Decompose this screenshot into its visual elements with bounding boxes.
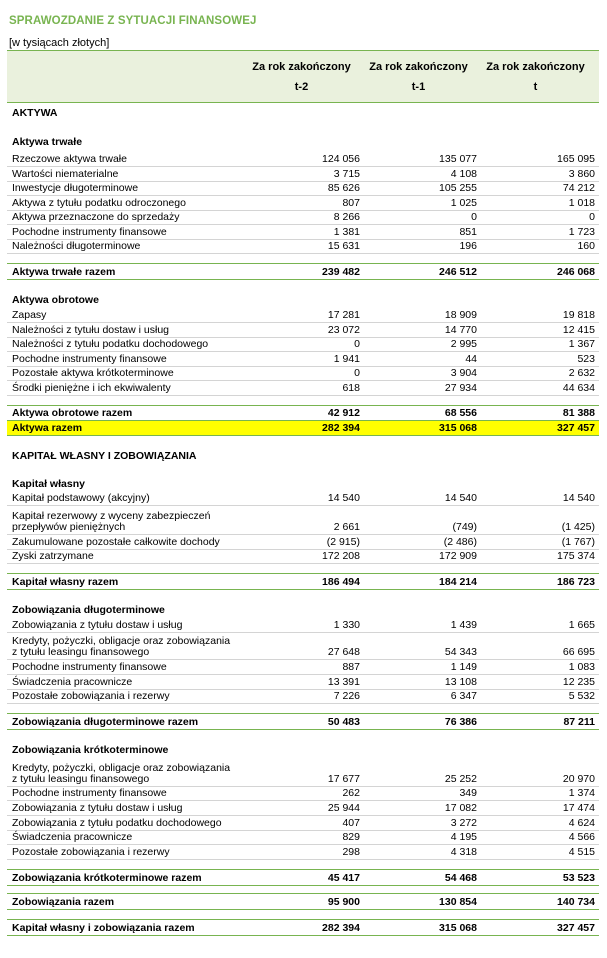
row-label: Aktywa przeznaczone do sprzedaży <box>12 211 180 223</box>
value-cell: 27 648 <box>327 646 360 658</box>
row-label: Zobowiązania razem <box>12 896 115 908</box>
column-header-label: Za rok zakończony <box>369 61 468 73</box>
row-label: Pochodne instrumenty finansowe <box>12 787 167 799</box>
value-cell: 17 082 <box>444 802 477 814</box>
value-cell: 282 394 <box>322 922 360 934</box>
total-row <box>7 573 599 590</box>
value-cell: 3 272 <box>450 817 477 829</box>
value-cell: 15 631 <box>327 240 360 252</box>
value-cell: 23 072 <box>327 324 360 336</box>
row-label: Pochodne instrumenty finansowe <box>12 661 167 673</box>
value-cell: 19 818 <box>562 309 595 321</box>
row-label: Pozostałe zobowiązania i rezerwy <box>12 690 170 702</box>
value-cell: 4 108 <box>450 168 477 180</box>
table-row <box>7 757 599 787</box>
row-label: Aktywa trwałe razem <box>12 266 116 278</box>
table-row <box>7 506 599 535</box>
row-label-line: z tytułu leasingu finansowego <box>12 773 150 785</box>
value-cell: 135 077 <box>439 153 477 165</box>
value-cell: 14 540 <box>444 492 477 504</box>
unit-note: [w tysiącach złotych] <box>9 37 110 49</box>
value-cell: 2 661 <box>333 521 360 533</box>
value-cell: 3 904 <box>450 367 477 379</box>
row-label: Zobowiązania krótkoterminowe razem <box>12 872 202 884</box>
value-cell: 196 <box>459 240 477 252</box>
value-cell: 184 214 <box>439 576 477 588</box>
value-cell: 74 212 <box>562 182 595 194</box>
value-cell: 50 483 <box>327 716 360 728</box>
total-row <box>7 869 599 886</box>
row-label: Aktywa z tytułu podatku odroczonego <box>12 197 186 209</box>
column-header-period: t-2 <box>294 81 309 93</box>
value-cell: 523 <box>577 353 595 365</box>
table-row <box>7 689 599 704</box>
value-cell: 165 095 <box>557 153 595 165</box>
value-cell: 186 723 <box>557 576 595 588</box>
value-cell: 4 318 <box>450 846 477 858</box>
value-cell: 1 374 <box>568 787 595 799</box>
row-label: Aktywa obrotowe razem <box>12 407 133 419</box>
row-label: AKTYWA <box>12 107 58 119</box>
row-label: Aktywa obrotowe <box>12 294 99 306</box>
value-cell: 53 523 <box>562 872 595 884</box>
value-cell: 20 970 <box>562 773 595 785</box>
row-label: Pochodne instrumenty finansowe <box>12 353 167 365</box>
row-label: Aktywa trwałe <box>12 136 83 148</box>
table-row <box>7 491 599 506</box>
value-cell: 3 715 <box>333 168 360 180</box>
table-row <box>7 660 599 675</box>
row-label: Zobowiązania z tytułu podatku dochodowego <box>12 817 222 829</box>
value-cell: 54 343 <box>444 646 477 658</box>
table-row <box>7 535 599 550</box>
value-cell: 246 512 <box>439 266 477 278</box>
value-cell: 44 634 <box>562 382 595 394</box>
value-cell: 87 211 <box>563 716 595 728</box>
value-cell: 54 468 <box>444 872 477 884</box>
row-label: Zyski zatrzymane <box>12 550 94 562</box>
value-cell: 887 <box>342 661 360 673</box>
row-label-line: z tytułu leasingu finansowego <box>12 646 150 658</box>
value-cell: 407 <box>342 817 360 829</box>
value-cell: 8 266 <box>333 211 360 223</box>
table-row <box>7 549 599 564</box>
value-cell: 327 457 <box>557 922 595 934</box>
table-row <box>7 381 599 396</box>
total-row <box>7 919 599 936</box>
table-row <box>7 830 599 845</box>
section-header <box>7 103 599 120</box>
value-cell: 246 068 <box>557 266 595 278</box>
value-cell: 239 482 <box>322 266 360 278</box>
row-label: Kapitał własny <box>12 478 85 490</box>
row-label: Zapasy <box>12 309 47 321</box>
value-cell: 172 909 <box>439 550 477 562</box>
row-label <box>12 636 230 658</box>
column-header-label: Za rok zakończony <box>486 61 585 73</box>
row-label: Kapitał własny i zobowiązania razem <box>12 922 195 934</box>
value-cell: (1 425) <box>561 521 595 533</box>
table-row <box>7 617 599 633</box>
row-label: Środki pieniężne i ich ekwiwalenty <box>12 382 171 394</box>
row-label: Zobowiązania długoterminowe razem <box>12 716 199 728</box>
value-cell: 105 255 <box>439 182 477 194</box>
value-cell: 17 474 <box>562 802 595 814</box>
value-cell: 1 025 <box>450 197 477 209</box>
table-row <box>7 196 599 211</box>
value-cell: 1 330 <box>333 619 360 631</box>
value-cell: 140 734 <box>557 896 595 908</box>
value-cell: 0 <box>589 211 595 223</box>
value-cell: 1 439 <box>450 619 477 631</box>
table-row <box>7 167 599 182</box>
value-cell: 6 347 <box>450 690 477 702</box>
row-label: Świadczenia pracownicze <box>12 831 133 843</box>
value-cell: 1 723 <box>568 226 595 238</box>
value-cell: 7 226 <box>333 690 360 702</box>
row-label: Kapitał własny razem <box>12 576 119 588</box>
value-cell: 14 540 <box>562 492 595 504</box>
row-label: Kapitał podstawowy (akcyjny) <box>12 492 150 504</box>
table-row <box>7 225 599 240</box>
row-label: Zakumulowane pozostałe całkowite dochody <box>12 536 220 548</box>
value-cell: 25 252 <box>444 773 477 785</box>
value-cell: 42 912 <box>327 407 360 419</box>
value-cell: 160 <box>577 240 595 252</box>
table-row <box>7 152 599 167</box>
row-label: Zobowiązania z tytułu dostaw i usług <box>12 619 183 631</box>
row-label: Zobowiązania z tytułu dostaw i usług <box>12 802 183 814</box>
value-cell: 1 381 <box>333 226 360 238</box>
total-row <box>7 893 599 910</box>
row-label: Pozostałe zobowiązania i rezerwy <box>12 846 170 858</box>
value-cell: 829 <box>342 831 360 843</box>
total-row <box>7 405 599 421</box>
value-cell: 315 068 <box>439 422 477 434</box>
group-header <box>7 742 599 757</box>
value-cell: 12 235 <box>562 676 595 688</box>
value-cell: 13 391 <box>327 676 360 688</box>
row-label: KAPITAŁ WŁASNY I ZOBOWIĄZANIA <box>12 450 197 462</box>
value-cell: 18 909 <box>444 309 477 321</box>
value-cell: 17 281 <box>327 309 360 321</box>
value-cell: 298 <box>342 846 360 858</box>
value-cell: 95 900 <box>327 896 360 908</box>
value-cell: 85 626 <box>327 182 360 194</box>
table-row <box>7 801 599 816</box>
value-cell: (1 767) <box>561 536 595 548</box>
value-cell: 2 632 <box>568 367 595 379</box>
row-label: Należności długoterminowe <box>12 240 141 252</box>
column-header-period: t-1 <box>411 81 426 93</box>
table-row <box>7 181 599 196</box>
value-cell: 0 <box>354 367 360 379</box>
value-cell: 1 018 <box>568 197 595 209</box>
group-header <box>7 134 599 149</box>
row-label: Zobowiązania krótkoterminowe <box>12 744 169 756</box>
row-label: Pochodne instrumenty finansowe <box>12 226 167 238</box>
value-cell: 76 386 <box>444 716 477 728</box>
value-cell: 27 934 <box>444 382 477 394</box>
total-row <box>7 713 599 730</box>
column-header-period: t <box>533 81 538 93</box>
value-cell: 66 695 <box>562 646 595 658</box>
total-row <box>7 263 599 280</box>
row-label: Należności z tytułu dostaw i usług <box>12 324 169 336</box>
value-cell: 172 208 <box>322 550 360 562</box>
value-cell: 175 374 <box>557 550 595 562</box>
value-cell: 5 532 <box>568 690 595 702</box>
table-row <box>7 323 599 338</box>
row-label: Inwestycje długoterminowe <box>12 182 139 194</box>
row-label-line: Kredyty, pożyczki, obligacje oraz zobowiązania <box>12 635 231 647</box>
table-row <box>7 337 599 352</box>
value-cell: 124 056 <box>322 153 360 165</box>
value-cell: (2 486) <box>443 536 477 548</box>
table-row <box>7 816 599 831</box>
row-label: Rzeczowe aktywa trwałe <box>12 153 127 165</box>
value-cell: 186 494 <box>322 576 360 588</box>
value-cell: 14 540 <box>327 492 360 504</box>
value-cell: 315 068 <box>439 922 477 934</box>
group-header <box>7 476 599 491</box>
group-header <box>7 602 599 617</box>
row-label: Świadczenia pracownicze <box>12 676 133 688</box>
value-cell: 44 <box>465 353 477 365</box>
row-label: Wartości niematerialne <box>12 168 119 180</box>
table-header <box>7 50 599 103</box>
value-cell: 2 995 <box>450 338 477 350</box>
value-cell: 262 <box>342 787 360 799</box>
value-cell: 45 417 <box>327 872 360 884</box>
value-cell: 14 770 <box>444 324 477 336</box>
value-cell: 1 941 <box>333 353 360 365</box>
value-cell: 3 860 <box>568 168 595 180</box>
value-cell: 130 854 <box>439 896 477 908</box>
value-cell: (2 915) <box>326 536 360 548</box>
value-cell: 618 <box>342 382 360 394</box>
value-cell: 1 149 <box>450 661 477 673</box>
value-cell: 4 624 <box>568 817 595 829</box>
row-label: Aktywa razem <box>12 422 83 434</box>
row-label-line: przepływów pieniężnych <box>12 521 126 533</box>
section-header <box>7 447 599 463</box>
row-label <box>12 763 230 785</box>
row-label: Zobowiązania długoterminowe <box>12 604 165 616</box>
value-cell: 0 <box>471 211 477 223</box>
table-row <box>7 352 599 367</box>
row-label-line: Kredyty, pożyczki, obligacje oraz zobowiązania <box>12 762 231 774</box>
table-row <box>7 845 599 860</box>
row-label-line: Kapitał rezerwowy z wyceny zabezpieczeń <box>12 510 211 522</box>
value-cell: 25 944 <box>327 802 360 814</box>
value-cell: 1 367 <box>568 338 595 350</box>
table-row <box>7 239 599 254</box>
table-row <box>7 366 599 381</box>
value-cell: 4 195 <box>450 831 477 843</box>
row-label <box>12 511 210 533</box>
value-cell: 1 665 <box>568 619 595 631</box>
value-cell: 327 457 <box>557 422 595 434</box>
value-cell: 81 388 <box>562 407 595 419</box>
value-cell: 282 394 <box>322 422 360 434</box>
value-cell: 68 556 <box>444 407 477 419</box>
row-label: Pozostałe aktywa krótkoterminowe <box>12 367 174 379</box>
row-label: Należności z tytułu podatku dochodowego <box>12 338 209 350</box>
value-cell: 17 677 <box>327 773 360 785</box>
value-cell: 1 083 <box>568 661 595 673</box>
value-cell: (749) <box>452 521 477 533</box>
column-header-label: Za rok zakończony <box>252 61 351 73</box>
value-cell: 851 <box>459 226 477 238</box>
report-title: SPRAWOZDANIE Z SYTUACJI FINANSOWEJ <box>9 15 257 27</box>
value-cell: 0 <box>354 338 360 350</box>
grand-total-row <box>7 421 599 436</box>
value-cell: 807 <box>342 197 360 209</box>
value-cell: 13 108 <box>444 676 477 688</box>
value-cell: 12 415 <box>562 324 595 336</box>
table-row <box>7 210 599 225</box>
table-row <box>7 308 599 323</box>
value-cell: 349 <box>459 787 477 799</box>
group-header <box>7 292 599 307</box>
table-row <box>7 787 599 801</box>
value-cell: 4 515 <box>568 846 595 858</box>
table-row <box>7 633 599 660</box>
value-cell: 4 566 <box>568 831 595 843</box>
table-row <box>7 675 599 690</box>
